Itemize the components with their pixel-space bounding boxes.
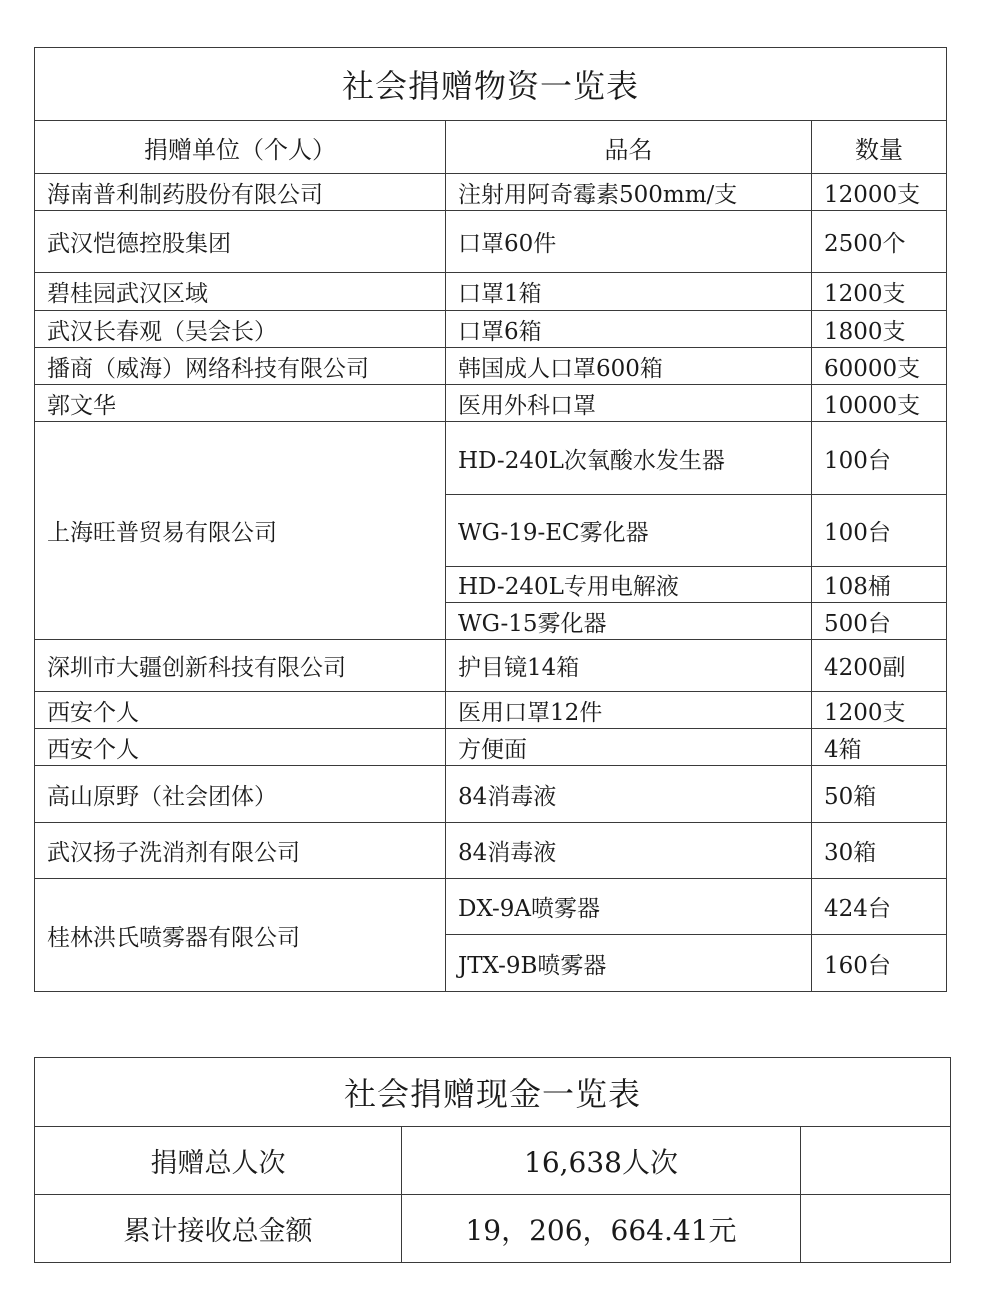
quantity-cell: 4箱 [812, 729, 947, 766]
header-item: 品名 [446, 121, 812, 174]
cash-value-cell: 16,638人次 [402, 1127, 801, 1195]
donor-cell: 郭文华 [35, 385, 446, 422]
item-cell: 方便面 [446, 729, 812, 766]
quantity-cell: 500台 [812, 603, 947, 640]
cash-extra-cell [801, 1127, 951, 1195]
item-cell: 注射用阿奇霉素500mm/支 [446, 174, 812, 211]
cash-table-title: 社会捐赠现金一览表 [35, 1058, 951, 1127]
item-cell: 84消毒液 [446, 823, 812, 879]
quantity-cell: 30箱 [812, 823, 947, 879]
item-cell: 口罩1箱 [446, 273, 812, 311]
quantity-cell: 4200副 [812, 640, 947, 692]
donor-cell: 深圳市大疆创新科技有限公司 [35, 640, 446, 692]
item-cell: 口罩60件 [446, 211, 812, 273]
item-cell: DX-9A喷雾器 [446, 879, 812, 935]
table-row [35, 879, 947, 935]
donor-cell: 西安个人 [35, 692, 446, 729]
quantity-cell: 108桶 [812, 567, 947, 603]
table-row [35, 729, 947, 766]
header-quantity: 数量 [812, 121, 947, 174]
goods-donation-table [34, 47, 947, 992]
item-cell: WG-19-EC雾化器 [446, 495, 812, 567]
item-cell: 医用口罩12件 [446, 692, 812, 729]
table-row [35, 348, 947, 385]
donor-cell: 高山原野（社会团体） [35, 766, 446, 823]
quantity-cell: 60000支 [812, 348, 947, 385]
table-row [35, 1127, 951, 1195]
table-row [35, 1195, 951, 1263]
table-row [35, 273, 947, 311]
quantity-cell: 1200支 [812, 692, 947, 729]
item-cell: HD-240L次氧酸水发生器 [446, 422, 812, 495]
item-cell: 护目镜14箱 [446, 640, 812, 692]
cash-label-cell: 捐赠总人次 [35, 1127, 402, 1195]
donor-cell: 武汉扬子洗消剂有限公司 [35, 823, 446, 879]
donor-cell: 西安个人 [35, 729, 446, 766]
table-row [35, 211, 947, 273]
item-cell: HD-240L专用电解液 [446, 567, 812, 603]
quantity-cell: 10000支 [812, 385, 947, 422]
item-cell: JTX-9B喷雾器 [446, 935, 812, 992]
table-row [35, 640, 947, 692]
item-cell: 口罩6箱 [446, 311, 812, 348]
quantity-cell: 1800支 [812, 311, 947, 348]
donor-cell: 海南普利制药股份有限公司 [35, 174, 446, 211]
header-donor: 捐赠单位（个人） [35, 121, 446, 174]
donor-cell: 桂林洪氏喷雾器有限公司 [35, 879, 446, 992]
table-row [35, 174, 947, 211]
table-row [35, 311, 947, 348]
cash-extra-cell [801, 1195, 951, 1263]
item-cell: WG-15雾化器 [446, 603, 812, 640]
quantity-cell: 50箱 [812, 766, 947, 823]
cash-donation-table [34, 1057, 951, 1263]
quantity-cell: 100台 [812, 495, 947, 567]
goods-table-title: 社会捐赠物资一览表 [35, 48, 947, 121]
table-row [35, 692, 947, 729]
table-row [35, 422, 947, 495]
quantity-cell: 12000支 [812, 174, 947, 211]
quantity-cell: 160台 [812, 935, 947, 992]
quantity-cell: 2500个 [812, 211, 947, 273]
item-cell: 84消毒液 [446, 766, 812, 823]
item-cell: 医用外科口罩 [446, 385, 812, 422]
quantity-cell: 100台 [812, 422, 947, 495]
donor-cell: 武汉恺德控股集团 [35, 211, 446, 273]
table-row [35, 385, 947, 422]
cash-value-cell: 19，206，664.41元 [402, 1195, 801, 1263]
donor-cell: 播商（威海）网络科技有限公司 [35, 348, 446, 385]
quantity-cell: 1200支 [812, 273, 947, 311]
donor-cell: 上海旺普贸易有限公司 [35, 422, 446, 640]
donor-cell: 碧桂园武汉区域 [35, 273, 446, 311]
table-row [35, 823, 947, 879]
cash-label-cell: 累计接收总金额 [35, 1195, 402, 1263]
table-row [35, 766, 947, 823]
item-cell: 韩国成人口罩600箱 [446, 348, 812, 385]
quantity-cell: 424台 [812, 879, 947, 935]
donor-cell: 武汉长春观（吴会长） [35, 311, 446, 348]
